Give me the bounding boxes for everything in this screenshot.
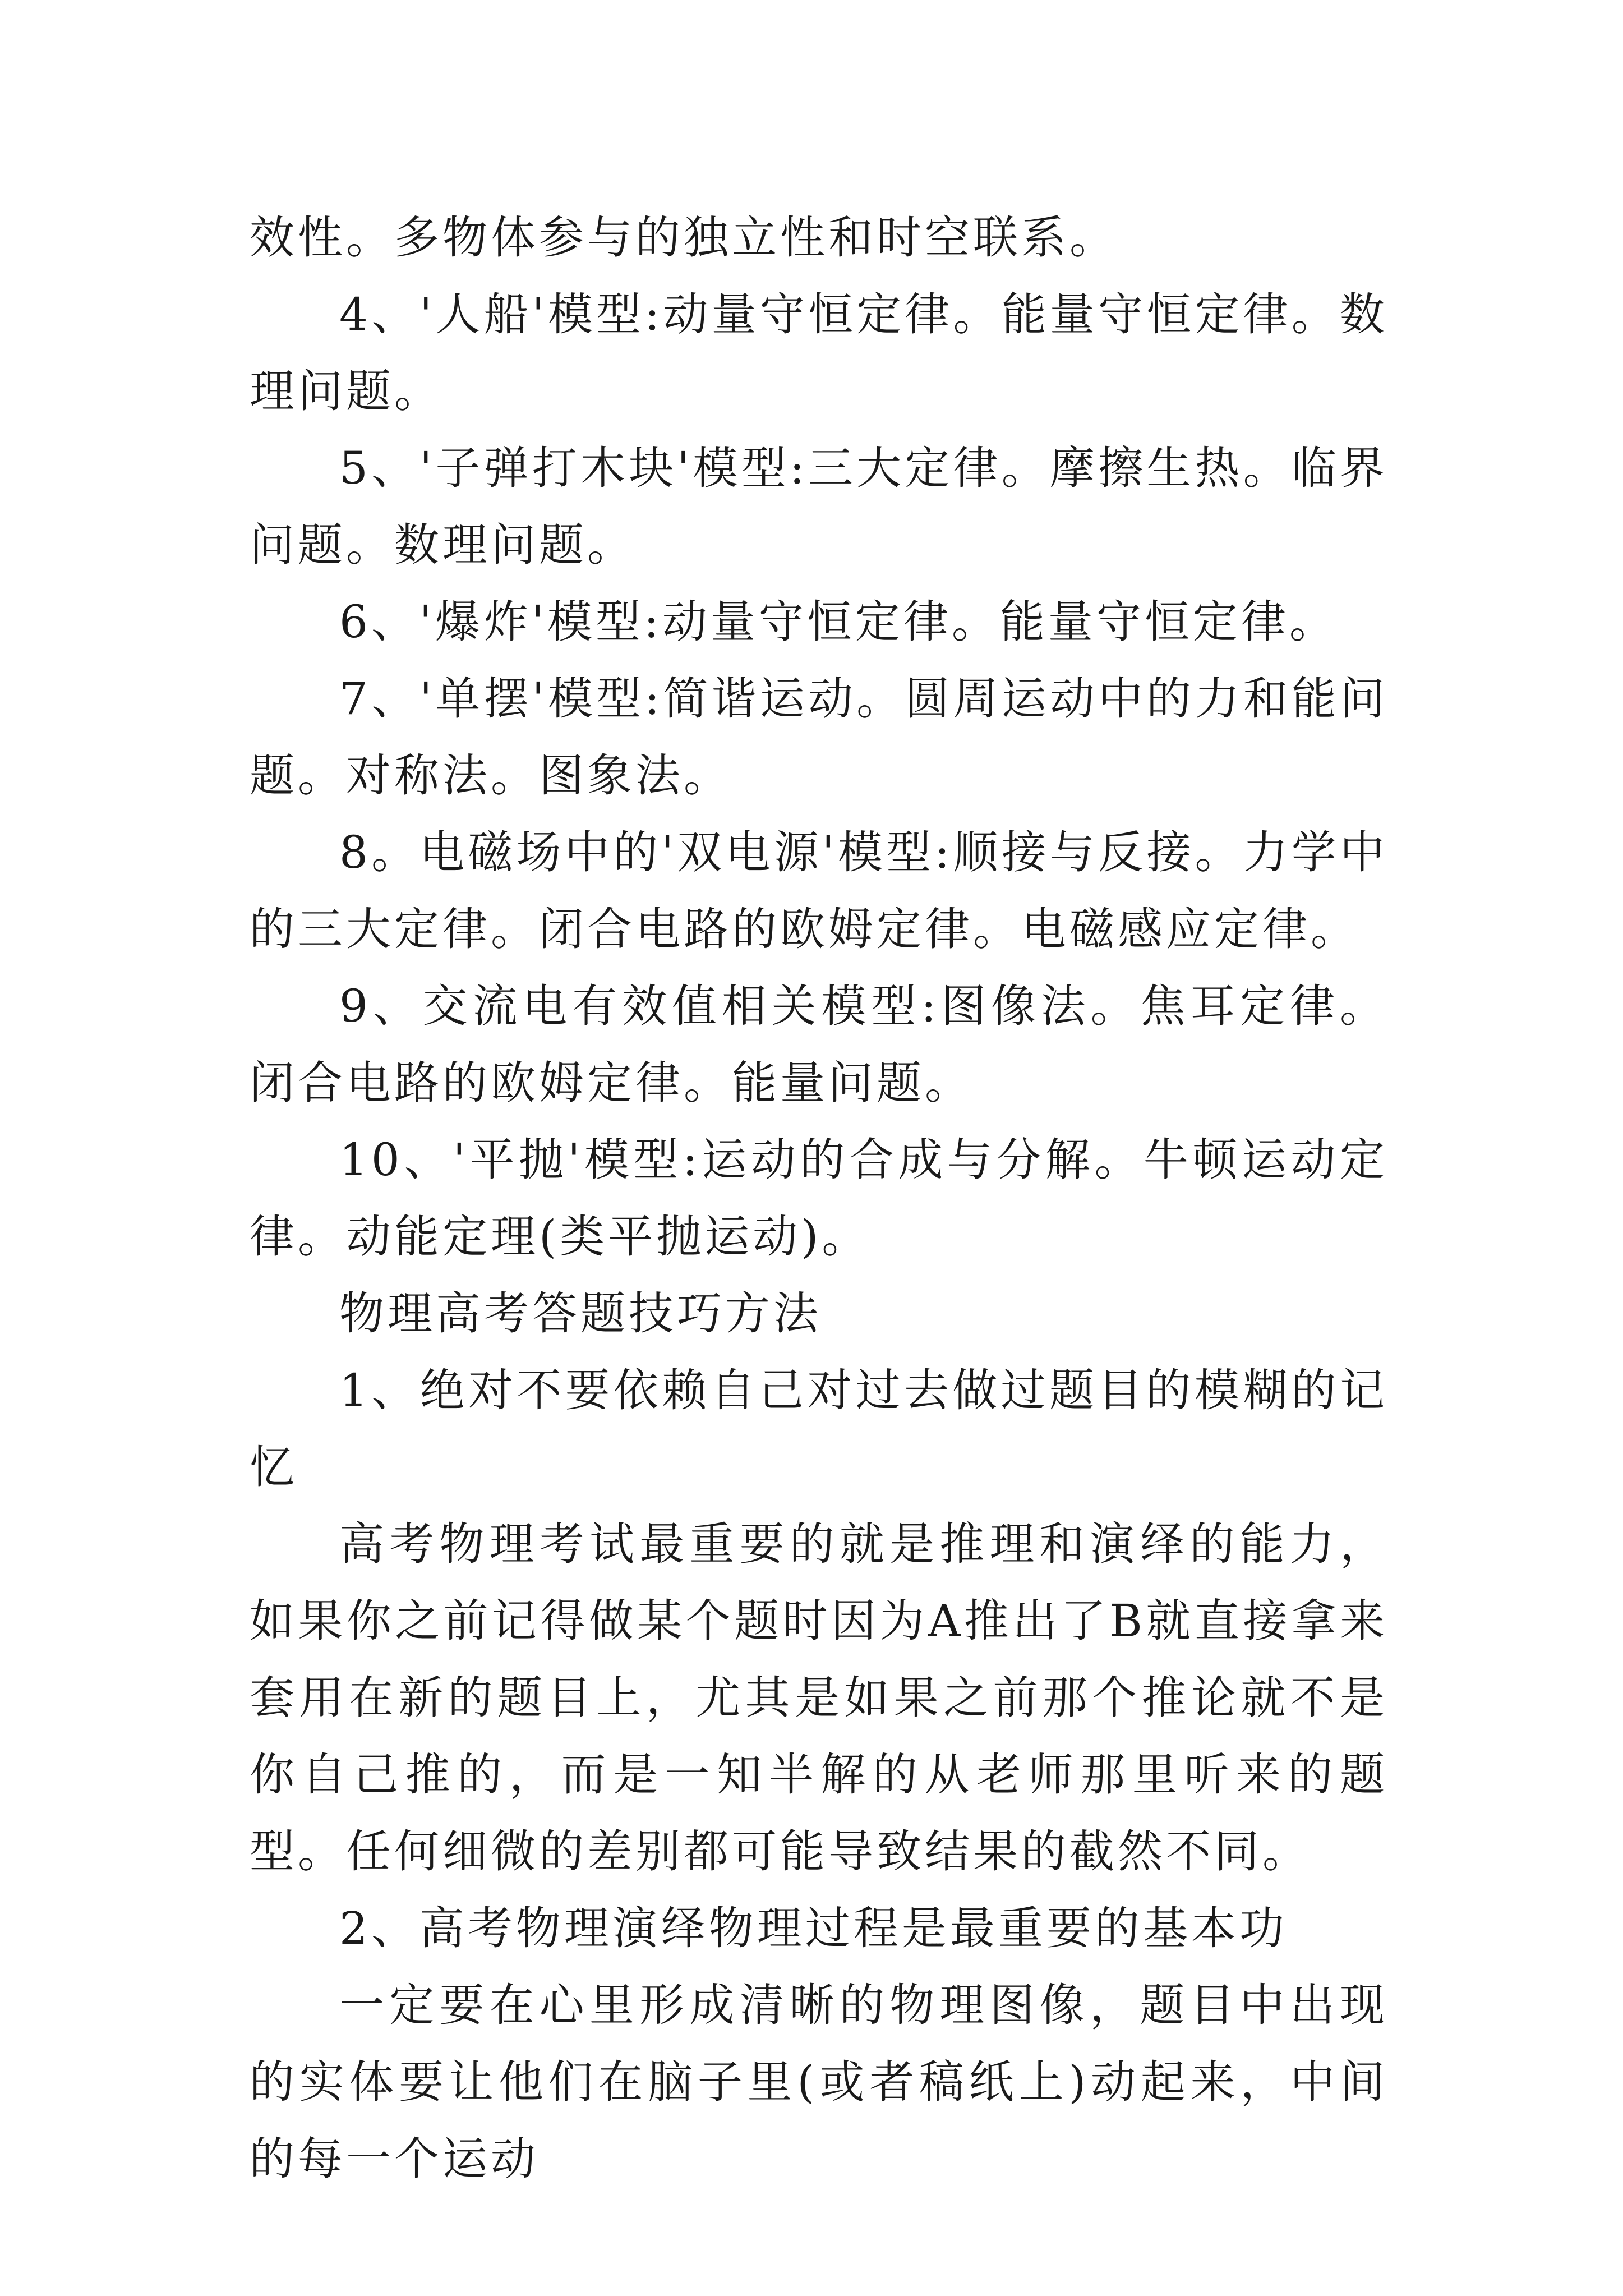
paragraph-model-7: 7、'单摆'模型:简谐运动。圆周运动中的力和能问题。对称法。图象法。 <box>250 673 1388 802</box>
document-body <box>250 199 1388 2197</box>
tip-body-1: 高考物理考试最重要的就是推理和演绎的能力，如果你之前记得做某个题时因为A推出了B就直接拿来套用在新的题目上，尤其是如果之前那个推论就不是你自己推的，而是一知半解的从老师那里听来的题型。任何细微的差别都可能导致结果的截然不同。 <box>250 1518 1388 1878</box>
paragraph-model-4: 4、'人船'模型:动量守恒定律。能量守恒定律。数理问题。 <box>250 288 1388 417</box>
tip-body-2: 一定要在心里形成清晰的物理图像，题目中出现的实体要让他们在脑子里(或者稿纸上)动起来，中间的每一个运动 <box>250 1979 1388 2185</box>
section-heading: 物理高考答题技巧方法 <box>339 1287 822 1340</box>
tip-heading-2: 2、高考物理演绎物理过程是最重要的基本功 <box>339 1902 1288 1954</box>
paragraph-model-5: 5、'子弹打木块'模型:三大定律。摩擦生热。临界问题。数理问题。 <box>250 442 1388 571</box>
paragraph-model-8: 8。电磁场中的'双电源'模型:顺接与反接。力学中的三大定律。闭合电路的欧姆定律。电磁感应定律。 <box>250 826 1388 955</box>
paragraph-model-6: 6、'爆炸'模型:动量守恒定律。能量守恒定律。 <box>339 596 1338 648</box>
paragraph-continuation: 效性。多物体参与的独立性和时空联系。 <box>250 211 1118 264</box>
paragraph-model-9: 9、交流电有效值相关模型:图像法。焦耳定律。闭合电路的欧姆定律。能量问题。 <box>250 980 1388 1109</box>
paragraph-model-10: 10、'平抛'模型:运动的合成与分解。牛顿运动定律。动能定理(类平抛运动)。 <box>250 1134 1388 1263</box>
tip-heading-1: 1、绝对不要依赖自己对过去做过题目的模糊的记忆 <box>250 1364 1388 1493</box>
